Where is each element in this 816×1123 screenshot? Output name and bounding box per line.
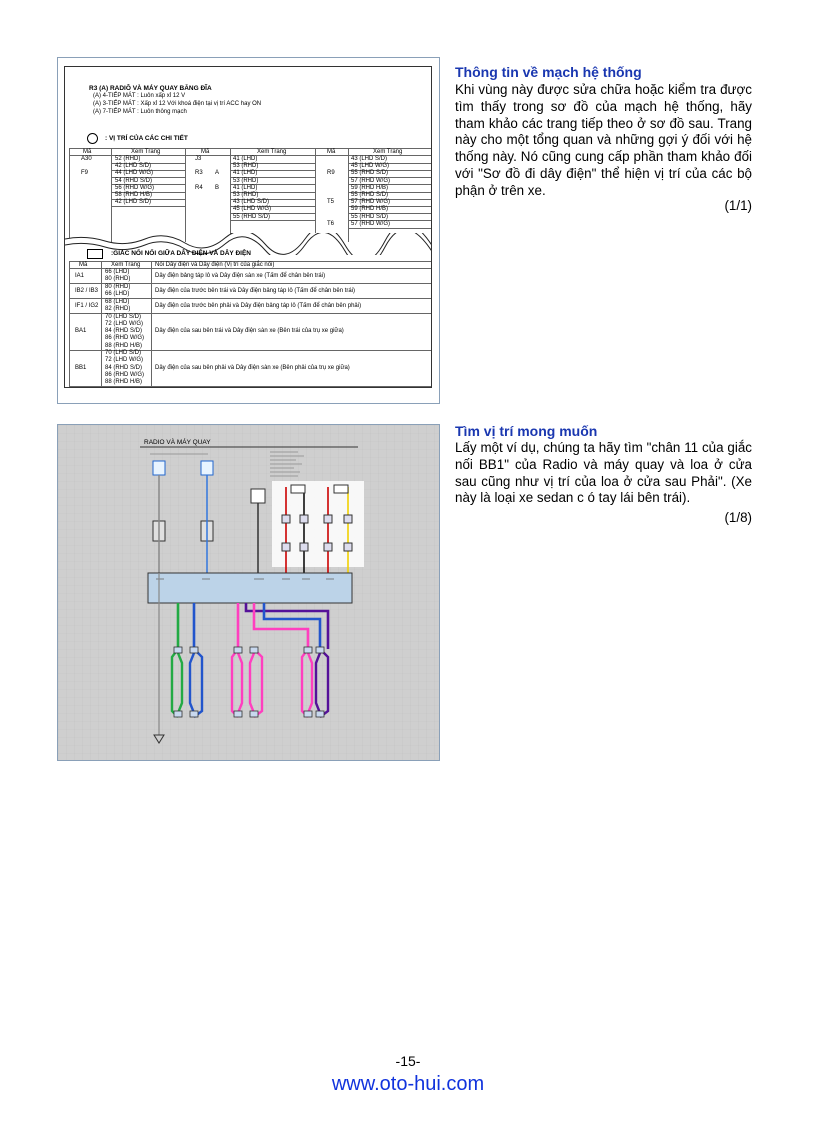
part-variant: A [215, 170, 220, 177]
connector-block [304, 711, 312, 717]
part-page: 45 (LHD W/G) [233, 206, 272, 213]
part-page: 53 (RHD) [233, 177, 259, 184]
junction-page: 86 (RHD W/G) [105, 371, 144, 378]
junction-page: 66 (LHD) [105, 291, 130, 298]
wiring-diagram-figure [57, 424, 440, 761]
junction-header: Nối Dây điện và Dây điện (Vị trí của giắc nối) [155, 262, 275, 268]
part-page: 55 (RHD S/D) [233, 213, 271, 220]
junction-code: IB2 / IB3 [75, 287, 99, 294]
part-page: 53 (RHD) [233, 163, 259, 170]
figure1-line: (A) 7-TIẾP MÁT : Luôn thông mạch [93, 109, 187, 115]
parts-header: Mã [83, 149, 92, 155]
parts-header: Xem Trang [373, 149, 403, 155]
junction-code: IA1 [75, 272, 85, 279]
part-page: 55 (RHD S/D) [351, 213, 389, 220]
connector-block [316, 711, 324, 717]
part-code: T5 [327, 199, 335, 206]
junction-page: 72 (LHD W/G) [105, 357, 144, 364]
part-page: 54 (RHD S/D) [115, 177, 153, 184]
connector-block [250, 647, 258, 653]
part-page: 43 (LHD S/D) [233, 199, 270, 206]
part-code: J3 [195, 156, 202, 162]
part-page: 55 (RHD S/D) [351, 170, 389, 177]
junction-page: 86 (RHD W/G) [105, 335, 144, 342]
connector-block [250, 711, 258, 717]
junction-header: Mã [79, 262, 88, 268]
junction-description: Dây điện của trước bên trái và Dây điện bảng táp lô (Tấm để chân bên trái) [155, 287, 356, 294]
connector-block [234, 711, 242, 717]
part-page: 43 (LHD S/D) [351, 156, 388, 162]
junction-page: 84 (RHD S/D) [105, 364, 143, 371]
parts-header: Xem Trang [131, 149, 161, 155]
wiring-diagram [58, 425, 439, 760]
part-page: 58 (RHD H/B) [115, 192, 153, 198]
junction-page: 80 (RHD) [105, 276, 131, 283]
part-page: 53 (RHD) [233, 192, 259, 198]
junction-description: Dây điện của sau bên trái và Dây điện sàn xe (Bên trái của trụ xe giữa) [155, 328, 344, 335]
junction-code: IF1 / IG2 [75, 302, 99, 309]
junction-page: 66 (LHD) [105, 269, 130, 275]
part-code: R9 [327, 170, 335, 177]
part-code: A30 [81, 156, 92, 162]
section-heading-system-info: Thông tin về mạch hệ thống [455, 64, 642, 80]
part-page: 41 (LHD) [233, 170, 258, 177]
page-count-1: (1/1) [724, 198, 752, 213]
section-heading-find-location: Tìm vị trí mong muốn [455, 423, 598, 439]
junction-page: 70 (LHD S/D) [105, 313, 142, 320]
connector-block [304, 647, 312, 653]
junction-page: 80 (RHD) [105, 283, 131, 290]
parts-title: : VỊ TRÍ CỦA CÁC CHI TIẾT [105, 135, 188, 142]
part-variant: B [215, 184, 220, 191]
junction-code: BB1 [75, 364, 87, 371]
junction-page: 88 (RHD H/B) [105, 342, 143, 349]
part-page: 41 (LHD) [233, 156, 258, 162]
junction-page: 72 (LHD W/G) [105, 320, 144, 327]
connector-block [174, 711, 182, 717]
circuit-reference-figure [57, 57, 440, 404]
figure1-line: (A) 4-TIẾP MÁT : Luôn xấp xỉ 12 V [93, 93, 186, 99]
part-page: 57 (RHD W/G) [351, 220, 390, 227]
parts-header: Mã [327, 149, 336, 155]
part-page: 56 (RHD W/G) [115, 184, 154, 191]
parts-header: Mã [201, 149, 210, 155]
part-page: 57 (RHD W/G) [351, 177, 390, 184]
page-count-2: (1/8) [724, 510, 752, 525]
part-page: 42 (LHD S/D) [115, 163, 152, 170]
part-page: 59 (RHD H/B) [351, 206, 389, 213]
junction-page: 88 (RHD H/B) [105, 379, 143, 385]
connector-block [190, 647, 198, 653]
junction-description: Dây điện bảng táp lô và Dây điện sàn xe (Tấm để chân bên trái) [155, 272, 326, 279]
junction-description: Dây điện của sau bên phải và Dây điện sàn xe (Bên phải của trụ xe giữa) [155, 364, 350, 371]
part-page: 45 (LHD W/G) [351, 163, 390, 170]
junction-header: Xem Trang [111, 262, 141, 268]
diagram-title: RADIO VÀ MÁY QUAY [144, 439, 211, 446]
part-page: 44 (LHD W/G) [115, 170, 154, 177]
figure1-line: (A) 3-TIẾP MÁT : Xấp xỉ 12 Với khoá điện tại vị trí ACC hay ON [93, 101, 262, 107]
website-link[interactable]: www.oto-hui.com [331, 1073, 485, 1095]
junction-page: 70 (LHD S/D) [105, 350, 142, 357]
junction-title: :GIẮC NỐI NỐI GIỮA DÂY ĐIỆN VÀ DÂY ĐIỆN [111, 250, 251, 257]
page-number: -15- [395, 1053, 421, 1069]
part-page: 57 (RHD W/G) [351, 199, 390, 206]
reference-sheet [64, 66, 432, 388]
junction-page: 82 (RHD) [105, 306, 131, 312]
junction-code: BA1 [75, 328, 87, 335]
part-page: 41 (LHD) [233, 184, 258, 191]
junction-description: Dây điện của trước bên phải và Dây điện bảng táp lô (Tấm để chân bên phải) [155, 302, 362, 309]
connector-block [316, 647, 324, 653]
part-code: T6 [327, 220, 335, 227]
parts-header: Xem Trang [257, 149, 287, 155]
connector-block [174, 647, 182, 653]
section-paragraph-system-info: Khi vùng này được sửa chữa hoặc kiểm tra được tìm thấy trong sơ đồ của mạch hệ thống, hãy tham khảo các trang tiếp theo ở sơ đồ sau. Trang này cho một tổng quan và những gợi ý đối với hệ thống này. Nó cũng cung cấp phần tham khảo đối với "Sơ đồ đi dây điện" thể hiện vị trí của các bộ phận ở trên xe. [455, 82, 752, 198]
section-paragraph-find-location: Lấy một ví dụ, chúng ta hãy tìm "chân 11 của giắc nối BB1" của Radio và máy quay và loa ở cửa sau cũng như vị trí của loa ở cửa sau Phải". (Xe này là loại xe sedan c ó tay lái bên trái). [455, 440, 752, 506]
square-marker-icon [87, 249, 103, 259]
connector-block [234, 647, 242, 653]
junction-page: 68 (LHD) [105, 298, 130, 305]
part-code: R3 [195, 170, 203, 177]
part-page: 42 (LHD S/D) [115, 199, 152, 206]
part-code: R4 [195, 184, 203, 191]
part-code: F9 [81, 170, 89, 177]
part-page: 52 (RHD) [115, 156, 141, 162]
part-page: 59 (RHD H/B) [351, 184, 389, 191]
part-page: 55 (RHD S/D) [351, 192, 389, 198]
junction-page: 84 (RHD S/D) [105, 328, 143, 335]
circle-marker-icon [87, 133, 98, 144]
figure1-title: R3 (A) RADIÔ VÀ MÁY QUAY BĂNG ĐĨA [89, 85, 212, 92]
connector-block [190, 711, 198, 717]
